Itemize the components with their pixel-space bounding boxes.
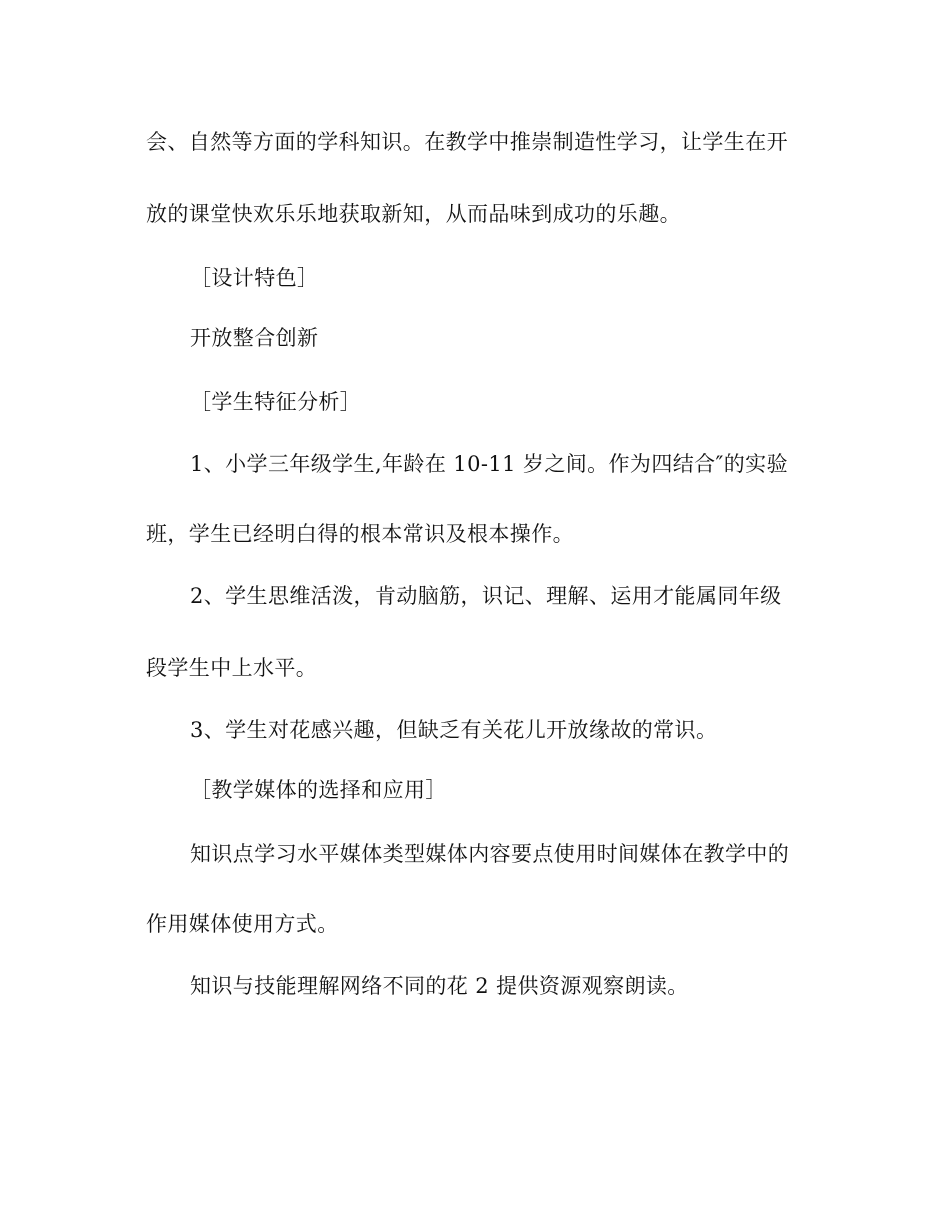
section-heading-design: ［设计特色］	[190, 266, 319, 290]
paragraph-line: 放的课堂快欢乐乐地获取新知，从而品味到成功的乐趣。	[146, 202, 681, 226]
list-item-2-line: 段学生中上水平。	[146, 656, 318, 680]
paragraph-line: 会、自然等方面的学科知识。在教学中推崇制造性学习，让学生在开	[146, 130, 788, 154]
list-item-1-line: 班，学生已经明白得的根本常识及根本操作。	[146, 522, 574, 546]
design-features-text: 开放整合创新	[190, 326, 319, 350]
list-item-1-line: 1、小学三年级学生,年龄在 10-11 岁之间。作为四结合″的实验	[190, 452, 788, 476]
media-table-row: 知识与技能理解网络不同的花 2 提供资源观察朗读。	[190, 974, 689, 998]
media-paragraph-line: 作用媒体使用方式。	[146, 912, 339, 936]
section-heading-students: ［学生特征分析］	[190, 390, 362, 414]
section-heading-media: ［教学媒体的选择和应用］	[190, 778, 447, 802]
list-item-3: 3、学生对花感兴趣，但缺乏有关花儿开放缘故的常识。	[190, 718, 718, 742]
list-item-2-line: 2、学生思维活泼，肯动脑筋，识记、理解、运用才能属同年级	[190, 584, 782, 608]
media-paragraph-line: 知识点学习水平媒体类型媒体内容要点使用时间媒体在教学中的	[190, 842, 790, 866]
